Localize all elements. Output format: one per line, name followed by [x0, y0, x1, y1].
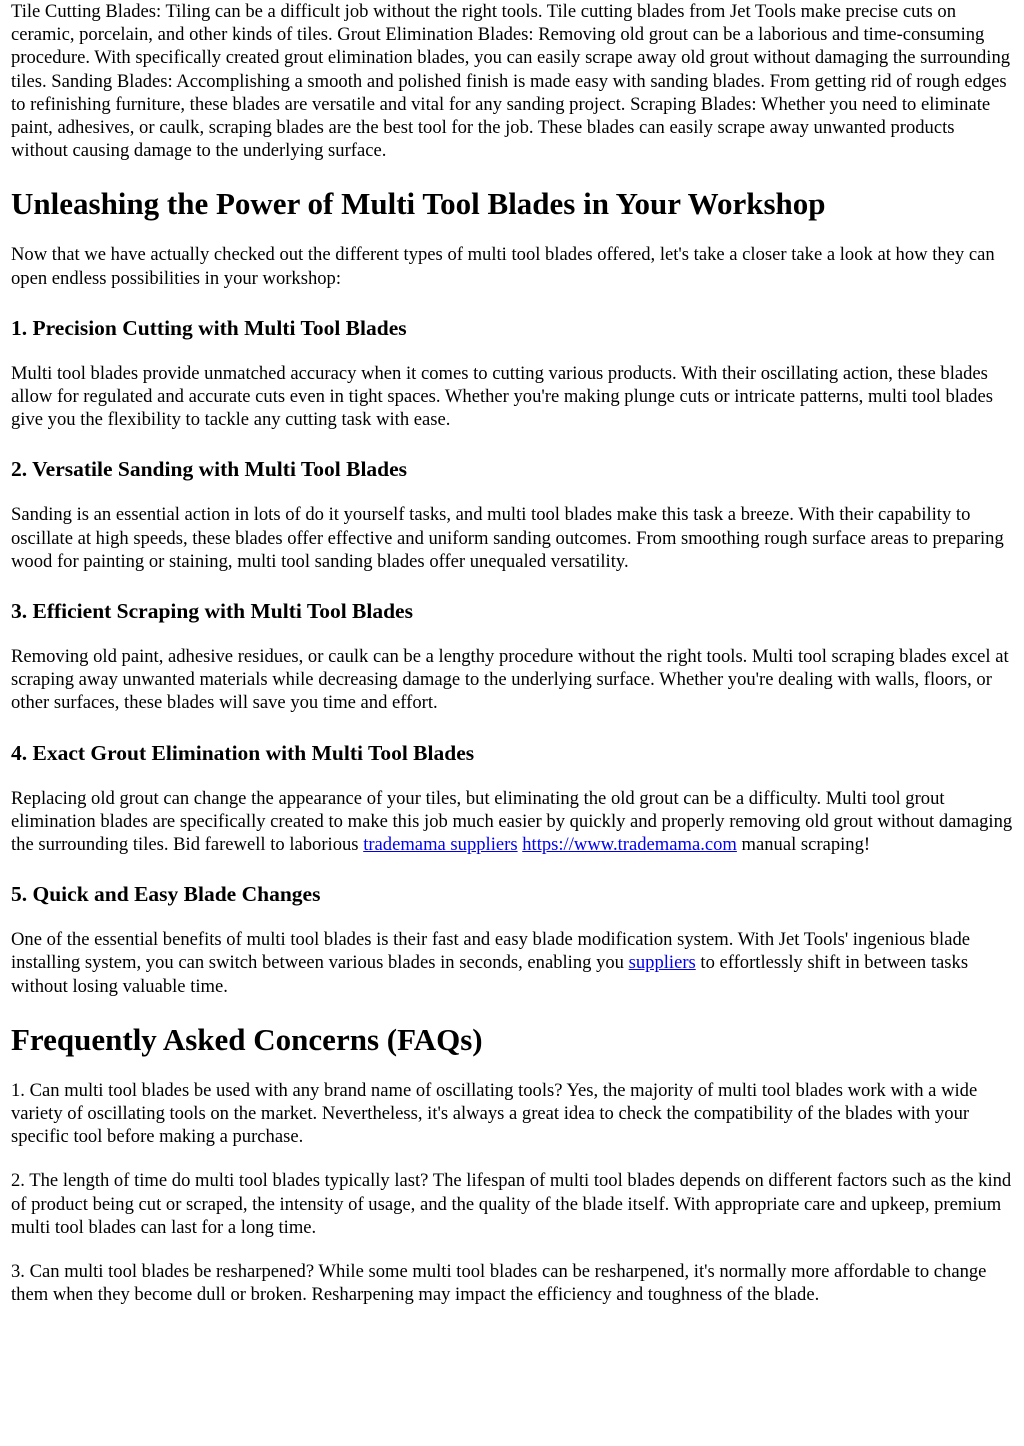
- faq-item-1: 1. Can multi tool blades be used with any brand name of oscillating tools? Yes, the majority of multi tool blades work with a wide variety of oscillating tools on the market. Nevertheless, it's always a great idea to check the compatibility of the blades with your specific tool before making a purchase.: [11, 1079, 978, 1148]
- subheading-blade-changes: 5. Quick and Easy Blade Changes: [11, 882, 321, 907]
- section-heading-workshop: Unleashing the Power of Multi Tool Blades in Your Workshop: [11, 186, 826, 222]
- intro-paragraph: Tile Cutting Blades: Tiling can be a difficult job without the right tools. Tile cutting blades from Jet Tools make precise cuts on ceramic, porcelain, and other kinds of tiles. Grout Elimination Blades: Removing old grout can be a laborious and time-consuming procedure. With specifically created grout elimination blades, you can easily scrape away old grout without damaging the surrounding tiles. Sanding Blades: Accomplishing a smooth and polished finish is made easy with sanding blades. From getting rid of rough edges to refinishing furniture, these blades are versatile and vital for any sanding project. Scraping Blades: Whether you need to eliminate paint, adhesives, or caulk, scraping blades are the best tool for the job. These blades can easily scrape away unwanted products without causing damage to the underlying surface.: [11, 1, 1011, 162]
- grout-text-before: Replacing old grout can change the appearance of your tiles, but eliminating the old grout can be a difficulty. Multi tool grout elimination blades are specifically created to make this job much easier by quickly and properly removing old grout without damaging the surrounding tiles. Bid farewell to laborious: [11, 787, 1013, 856]
- blade-text-after: to effortlessly shift in between tasks without losing valuable time.: [11, 952, 969, 997]
- faq-item-3: 3. Can multi tool blades be resharpened? While some multi tool blades can be resharpened, it's normally more affordable to change them when they become dull or broken. Resharpening may impact the efficiency and toughness of the blade.: [11, 1261, 987, 1306]
- trademama-suppliers-link[interactable]: trademama suppliers: [363, 834, 518, 856]
- subheading-precision-cutting: 1. Precision Cutting with Multi Tool Blades: [11, 315, 407, 340]
- suppliers-link[interactable]: suppliers: [628, 952, 696, 974]
- paragraph-precision-cutting: Multi tool blades provide unmatched accuracy when it comes to cutting various products. With their oscillating action, these blades allow for regulated and accurate cuts even in tight spaces. Whether you're making plunge cuts or intricate patterns, multi tool blades give you the flexibility to tackle any cutting task with ease.: [11, 362, 993, 431]
- grout-text-after: manual scraping!: [736, 834, 871, 856]
- faq-heading: Frequently Asked Concerns (FAQs): [11, 1021, 483, 1057]
- blade-text-before: One of the essential benefits of multi tool blades is their fast and easy blade modification system. With Jet Tools' ingenious blade installing system, you can switch between various blades in seconds, enabling you: [11, 929, 971, 974]
- faq-item-2: 2. The length of time do multi tool blades typically last? The lifespan of multi tool blades depends on different factors such as the kind of product being cut or scraped, the intensity of usage, and the quality of the blade itself. With appropriate care and upkeep, premium multi tool blades can last for a long time.: [11, 1170, 1012, 1238]
- paragraph-versatile-sanding: Sanding is an essential action in lots of do it yourself tasks, and multi tool blades make this task a breeze. With their capability to oscillate at high speeds, these blades offer effective and uniform sanding outcomes. From smoothing rough surface areas to preparing wood for painting or staining, multi tool sanding blades offer unequaled versatility.: [11, 504, 1004, 572]
- paragraph-blade-changes: [11, 928, 1013, 998]
- paragraph-efficient-scraping: Removing old paint, adhesive residues, or caulk can be a lengthy procedure without the right tools. Multi tool scraping blades excel at scraping away unwanted materials while decreasing damage to the underlying surface. Whether you're dealing with walls, floors, or other surfaces, these blades will save you time and effort.: [11, 646, 1009, 714]
- paragraph-grout-elimination: [11, 787, 1013, 857]
- section-intro-paragraph: Now that we have actually checked out the different types of multi tool blades offered, let's take a closer take a look at how they can open endless possibilities in your workshop:: [11, 244, 995, 289]
- subheading-grout-elimination: 4. Exact Grout Elimination with Multi Tool Blades: [11, 740, 475, 765]
- subheading-efficient-scraping: 3. Efficient Scraping with Multi Tool Blades: [11, 599, 413, 624]
- subheading-versatile-sanding: 2. Versatile Sanding with Multi Tool Blades: [11, 457, 408, 482]
- trademama-url-link[interactable]: https://www.trademama.com: [522, 834, 737, 856]
